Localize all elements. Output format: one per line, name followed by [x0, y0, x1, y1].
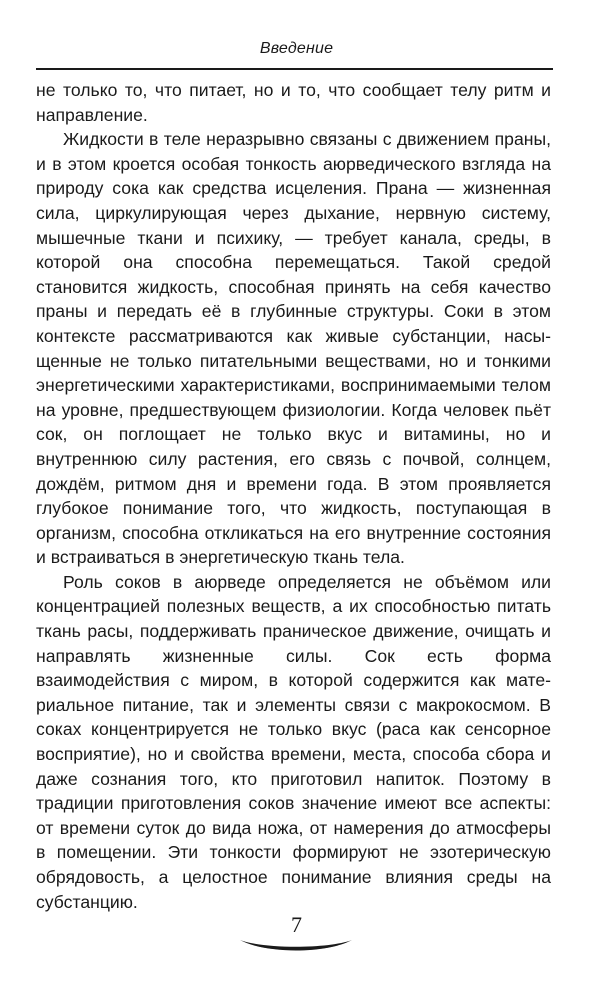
paragraph-continuation: не только то, что питает, но и то, что сообщает телу ритм и направление. — [36, 80, 551, 125]
swash-ornament-icon — [236, 934, 356, 958]
paragraph-prana: Жидкости в теле неразрывно связаны с движением праны, и в этом кроется особая тонкость аюрведического взгляда на природу сока как средства исцеления. Прана — жизненная сила, циркулирующая через дыхание, нервную систему, мышечные ткани и психику, — требует канала, среды, в которой она способна перемещаться. Такой средой становится жидкость, способная принять на себя качество праны и передать её в глубинные структуры. Соки в этом контексте рассматриваются как живые субстанции, насыщенные не только питательными веществами, но и тонкими энергетическими характеристиками, воспринимаемыми телом на уровне, предшествующем физиологии. Когда человек пьёт сок, он поглощает не только вкус и витамины, но и внутреннюю силу растения, его связь с почвой, солнцем, дождём, ритмом дня и времени года. В этом проявляется глубокое понимание того, что жидкость, поступающая в организм, способна откликаться на его внутренние состояния и встраиваться в энергетическую ткань тела. — [36, 129, 551, 568]
body-text — [36, 78, 551, 914]
header-rule — [36, 68, 553, 70]
running-head: Введение — [259, 40, 334, 57]
page-number: 7 — [291, 912, 302, 937]
paragraph-juice-role: Роль соков в аюрведе определяется не объёмом или концентрацией полезных веществ, а их способностью питать ткань расы, поддерживать праническое движение, очищать и направлять жизненные силы. Сок есть форма взаимодействия с миром, в которой содержится как материальное питание, так и элементы связи с макрокосмом. В соках концентрируется не только вкус (раса как сенсорное восприятие), но и свойства времени, места, способа сбора и даже сознания того, кто приготовил напиток. Поэтому в традиции приготовления соков значение имеют все аспекты: от времени суток до вида ножа, от намерения до атмосферы в помещении. Эти тонкости формируют не эзотерическую обрядовость, а целостное понимание влияния среды на субстанцию. — [36, 571, 551, 912]
